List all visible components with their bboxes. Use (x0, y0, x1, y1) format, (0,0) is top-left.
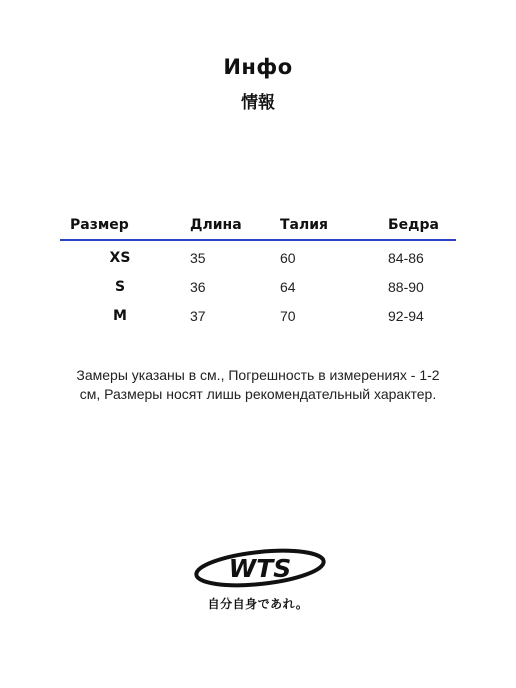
table-row (0, 308, 516, 332)
column-header-waist: Талия (280, 217, 329, 233)
note-line-2: см, Размеры носят лишь рекомендательный характер. (79, 386, 437, 402)
header-divider (60, 239, 456, 241)
size-label: S (114, 279, 126, 295)
hips-value: 84-86 (388, 250, 424, 266)
measurement-note (50, 366, 466, 404)
hips-value: 88-90 (388, 279, 424, 295)
waist-value: 64 (280, 279, 296, 295)
note-line-1: Замеры указаны в см., Погрешность в измерениях - 1-2 (76, 367, 440, 383)
wts-logo (190, 543, 330, 593)
length-value: 35 (190, 250, 206, 266)
column-header-size: Размер (70, 217, 129, 233)
logo-text: WTS (228, 554, 292, 583)
waist-value: 70 (280, 308, 296, 324)
size-label: M (113, 308, 127, 324)
size-label: XS (109, 250, 131, 266)
length-value: 37 (190, 308, 206, 324)
table-row (0, 250, 516, 274)
table-row (0, 279, 516, 303)
brand-tagline: 自分自身であれ。 (207, 597, 309, 611)
column-header-hips: Бедра (388, 217, 439, 233)
length-value: 36 (190, 279, 206, 295)
column-header-length: Длина (190, 217, 242, 233)
waist-value: 60 (280, 250, 296, 266)
page-subtitle: 情報 (241, 93, 275, 113)
hips-value: 92-94 (388, 308, 424, 324)
page-title: Инфо (223, 55, 293, 79)
